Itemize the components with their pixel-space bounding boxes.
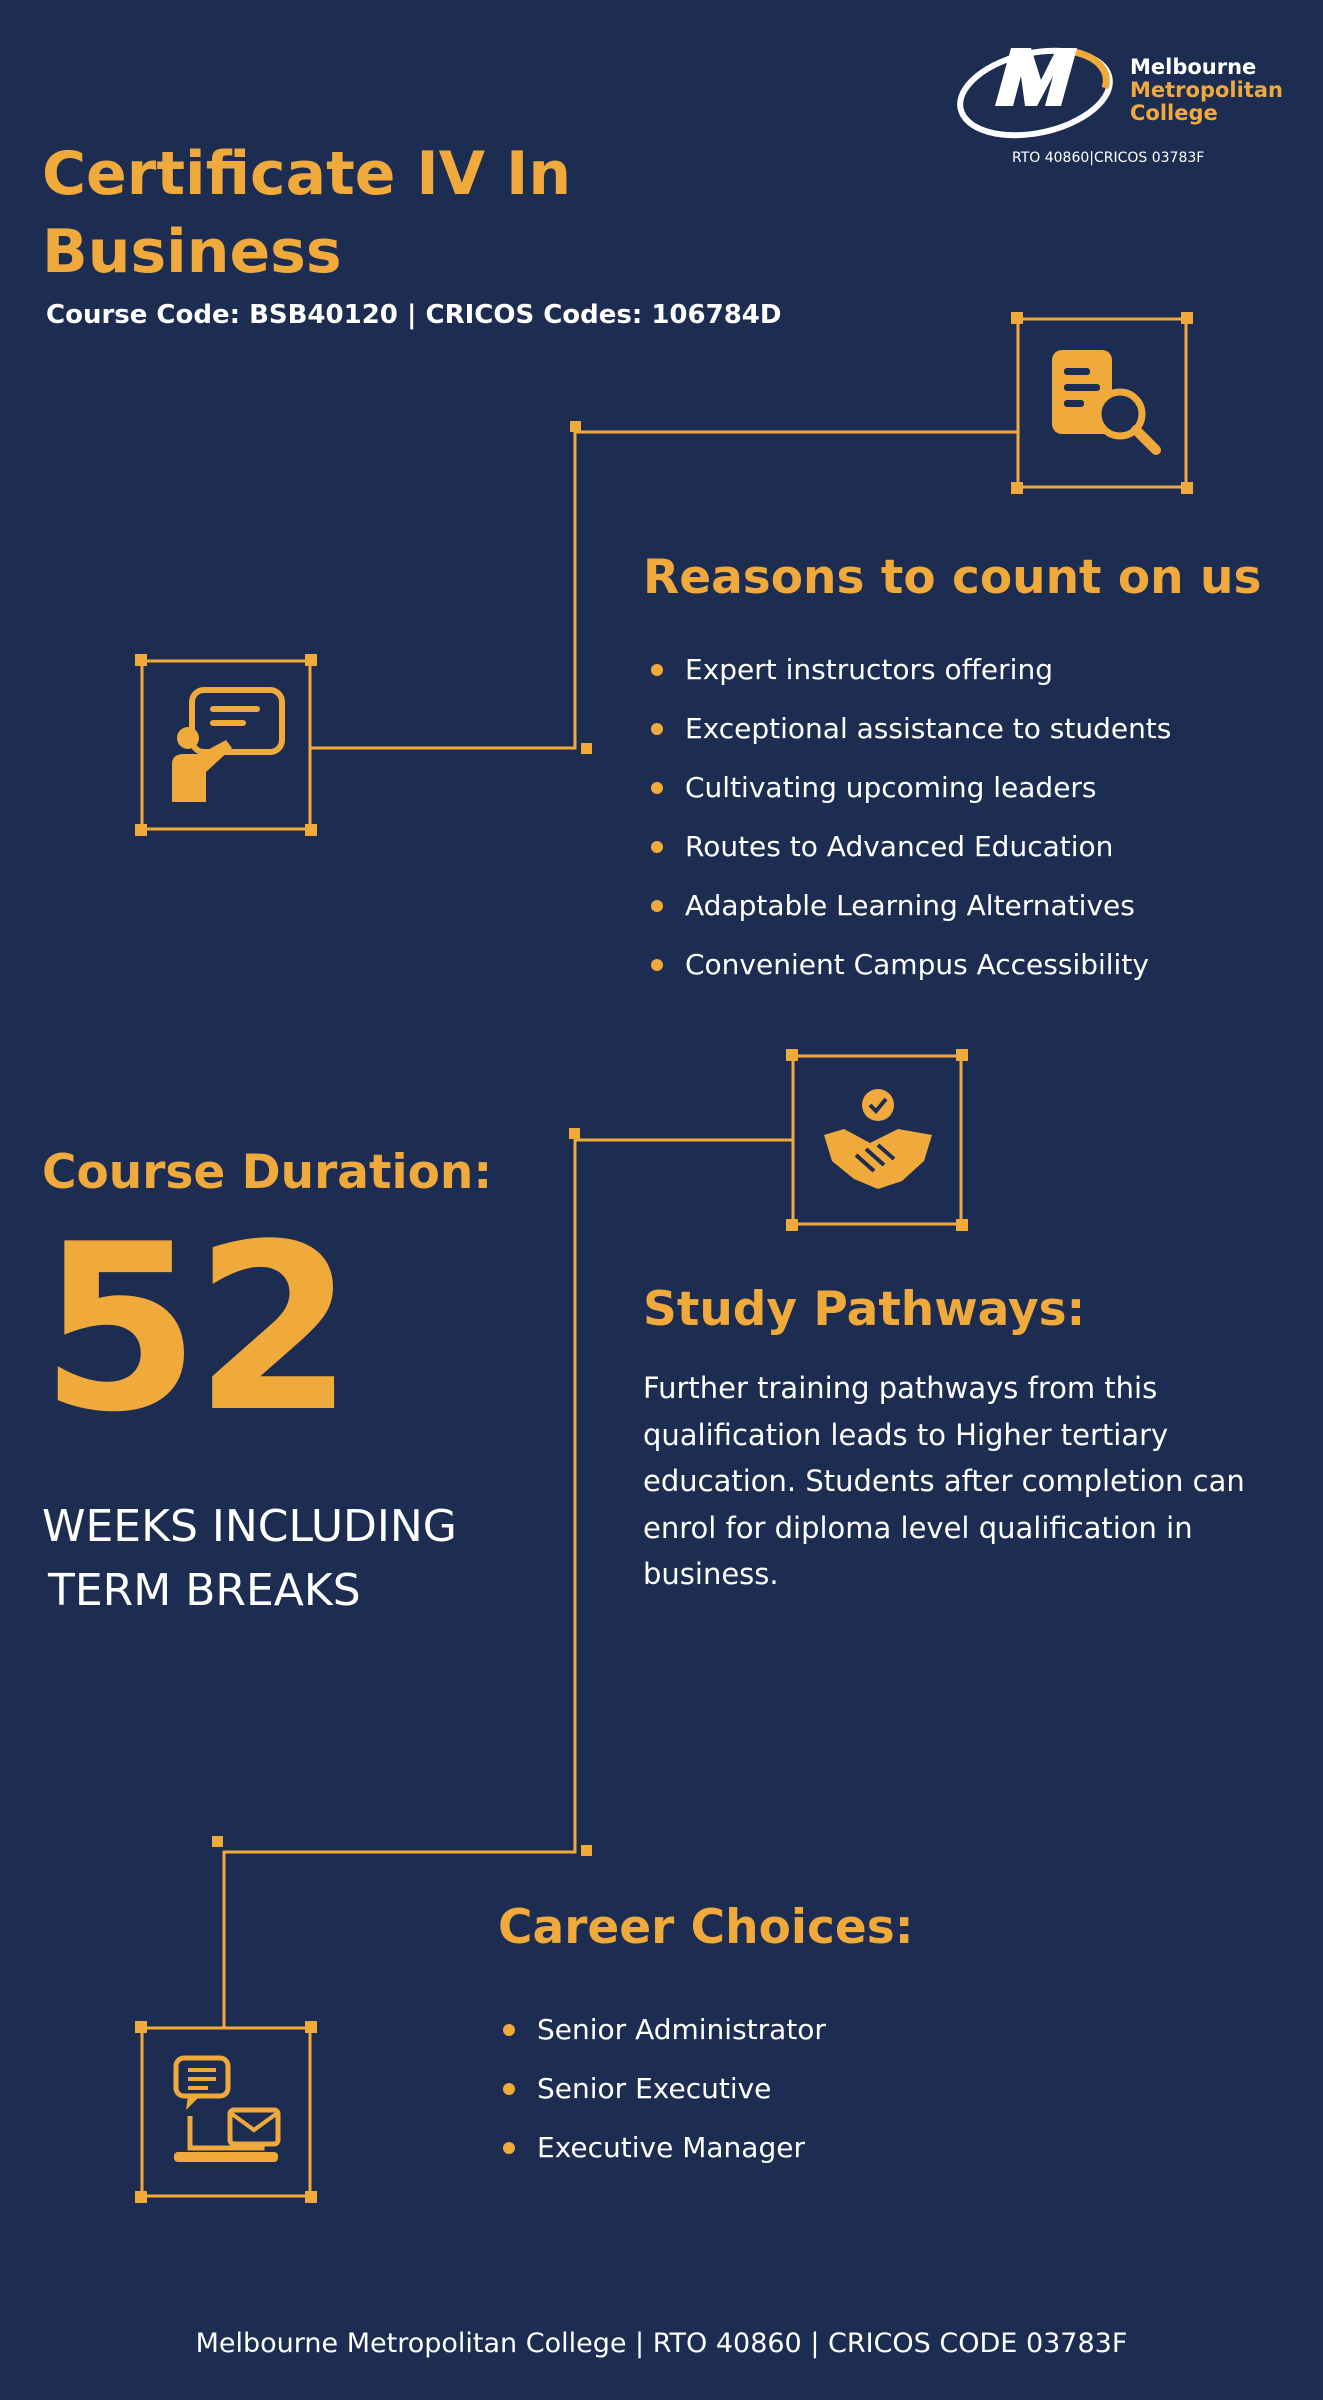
duration-unit-line-2: TERM BREAKS bbox=[48, 1565, 361, 1616]
logo-line-3: College bbox=[1130, 101, 1218, 125]
college-logo-icon bbox=[955, 38, 1125, 148]
document-search-icon bbox=[1048, 346, 1168, 466]
page-title: Certificate IV In Business bbox=[42, 139, 572, 287]
list-item: Exceptional assistance to students bbox=[645, 699, 1295, 758]
reasons-heading: Reasons to count on us bbox=[643, 550, 1262, 605]
logo-subtext: RTO 40860|CRICOS 03783F bbox=[1012, 150, 1205, 166]
handshake-check-icon bbox=[820, 1085, 936, 1195]
list-item: Executive Manager bbox=[497, 2118, 1097, 2177]
duration-unit bbox=[42, 1495, 457, 1623]
duration-label: Course Duration: bbox=[42, 1145, 493, 1200]
logo-line-1: Melbourne bbox=[1130, 55, 1257, 79]
logo-line-2: Metropolitan bbox=[1130, 78, 1283, 102]
list-item: Adaptable Learning Alternatives bbox=[645, 876, 1295, 935]
careers-list bbox=[497, 2000, 1097, 2177]
reasons-list bbox=[645, 640, 1295, 994]
list-item: Cultivating upcoming leaders bbox=[645, 758, 1295, 817]
career-chat-laptop-icon bbox=[168, 2052, 284, 2170]
pathways-text: Further training pathways from this qualification leads to Higher tertiary education. Students after completion can enrol for diploma level qualification in business. bbox=[643, 1371, 1245, 1591]
list-item: Expert instructors offering bbox=[645, 640, 1295, 699]
course-codes: Course Code: BSB40120 | CRICOS Codes: 106784D bbox=[46, 300, 782, 330]
list-item: Routes to Advanced Education bbox=[645, 817, 1295, 876]
list-item: Convenient Campus Accessibility bbox=[645, 935, 1295, 994]
duration-number: 52 bbox=[40, 1196, 349, 1463]
footer-text: Melbourne Metropolitan College | RTO 40860 | CRICOS CODE 03783F bbox=[195, 2328, 1128, 2359]
pathways-heading: Study Pathways: bbox=[643, 1282, 1086, 1337]
duration-unit-line-1: WEEKS INCLUDING bbox=[42, 1501, 457, 1552]
list-item: Senior Executive bbox=[497, 2059, 1097, 2118]
presenter-board-icon bbox=[166, 686, 286, 806]
list-item: Senior Administrator bbox=[497, 2000, 1097, 2059]
logo-wordmark bbox=[1130, 56, 1283, 125]
careers-heading: Career Choices: bbox=[498, 1900, 914, 1955]
